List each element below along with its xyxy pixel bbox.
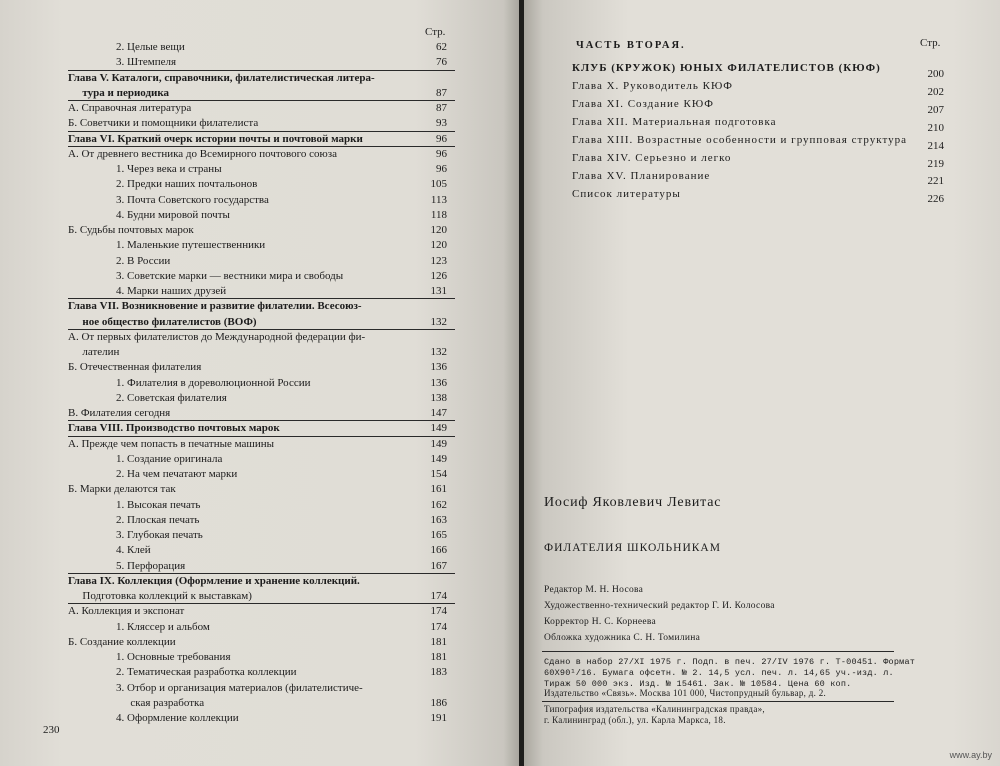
section-divider xyxy=(68,131,455,132)
toc-entry-title: 2. Предки наших почтальонов xyxy=(116,178,258,191)
toc-entry-page: 147 xyxy=(430,407,447,419)
credit-tech-editor: Художественно-технический редактор Г. И. Колосова xyxy=(544,601,775,611)
toc-entry-page: 136 xyxy=(430,361,447,374)
toc-entry-title: 3. Советские марки — вестники мира и свободы xyxy=(116,269,344,282)
toc-entry-title: 2. В России xyxy=(116,254,171,267)
printer-line: г. Калининград (обл.), ул. Карла Маркса, 18. xyxy=(544,715,726,725)
section-divider xyxy=(68,70,455,71)
section-divider xyxy=(68,420,455,421)
toc-entry-page: 96 xyxy=(436,163,447,175)
toc-entry-title: 3. Штемпеля xyxy=(116,56,177,69)
section-divider xyxy=(68,146,455,147)
toc-entry-page: 186 xyxy=(430,696,447,709)
author-name: Иосиф Яковлевич Левитас xyxy=(544,495,722,510)
toc-entry-page: 166 xyxy=(430,544,447,557)
credit-editor: Редактор М. Н. Носова xyxy=(544,585,644,595)
toc-entry-title: 4. Марки наших друзей xyxy=(116,285,227,297)
print-detail-line: 60X90¹/16. Бумага офсетн. № 2. 14,5 усл. печ. л. 14,65 уч.-изд. л. xyxy=(544,668,894,678)
toc-entry-page: 113 xyxy=(430,193,447,206)
toc-entry-title: А. От древнего вестника до Всемирного почтового союза xyxy=(68,147,337,160)
toc-entry-page: 191 xyxy=(430,712,447,724)
toc-entry-title: 1. Высокая печать xyxy=(116,498,201,511)
toc-entry-page: 167 xyxy=(430,559,447,572)
toc-entry-page: 126 xyxy=(430,269,447,282)
toc-entry-page: 214 xyxy=(927,140,944,152)
section-divider xyxy=(68,603,455,604)
toc-entry-page: 120 xyxy=(430,224,447,236)
right-page xyxy=(524,0,1000,766)
toc-entry-title: Глава VII. Возникновение и развитие филателии. Всесоюз- xyxy=(68,300,362,313)
toc-entry-page: 96 xyxy=(436,132,447,145)
book-title: ФИЛАТЕЛИЯ ШКОЛЬНИКАМ xyxy=(544,542,721,554)
toc-entry-page: 149 xyxy=(430,437,447,450)
toc-entry-page: 123 xyxy=(430,254,447,267)
print-detail-line: Тираж 50 000 экз. Изд. № 15461. Зак. № 10584. Цена 60 коп. xyxy=(544,679,852,689)
toc-entry-title: тура и периодика xyxy=(82,86,170,99)
toc-entry-page: 207 xyxy=(927,104,944,116)
printer-line: Типография издательства «Калининградская правда», xyxy=(544,704,765,714)
credit-cover-artist: Обложка художника С. Н. Томилина xyxy=(544,633,701,643)
toc-entry-title: Б. Марки делаются так xyxy=(68,483,176,496)
print-detail-line: Сдано в набор 27/XI 1975 г. Подп. в печ. 27/IV 1976 г. Т-00451. Формат xyxy=(544,657,916,667)
toc-entry-title: 5. Перфорация xyxy=(116,559,186,572)
toc-entry-page: 174 xyxy=(430,620,447,633)
toc-entry-title: 3. Почта Советского государства xyxy=(116,193,269,206)
toc-entry-title: Глава VI. Краткий очерк истории почты и почтовой марки xyxy=(68,132,363,145)
toc-entry-title: Б. Создание коллекции xyxy=(68,635,176,648)
toc-entry-title: 2. Плоская печать xyxy=(116,513,200,526)
toc-entry-title: 4. Будни мировой почты xyxy=(116,208,230,221)
toc-entry-title: 1. Создание оригинала xyxy=(116,452,223,465)
toc-entry-title: Подготовка коллекций к выставкам) xyxy=(82,590,252,602)
toc-entry-page: 219 xyxy=(927,158,944,170)
toc-entry-page: 132 xyxy=(430,315,447,328)
page-column-header: Стр. xyxy=(920,37,941,49)
toc-entry-title: 1. Маленькие путешественники xyxy=(116,239,266,252)
toc-entry-title: Глава XIII. Возрастные особенности и групповая структура xyxy=(572,134,907,146)
toc-entry-title: 3. Глубокая печать xyxy=(116,529,203,541)
toc-entry-title: Б. Судьбы почтовых марок xyxy=(68,224,194,236)
toc-entry-page: 174 xyxy=(430,605,447,618)
toc-entry-page: 202 xyxy=(927,86,944,98)
toc-entry-title: 2. Целые вещи xyxy=(116,41,185,53)
toc-entry-title: А. Справочная литература xyxy=(68,102,192,114)
page-number: 230 xyxy=(43,724,60,736)
toc-entry-page: 200 xyxy=(927,68,944,80)
toc-entry-page: 226 xyxy=(927,193,944,205)
toc-entry-page: 93 xyxy=(436,117,447,130)
toc-entry-title: 2. Тематическая разработка коллекции xyxy=(116,666,297,679)
toc-entry-title: А. От первых филателистов до Международной федерации фи- xyxy=(68,330,366,343)
toc-entry-title: Б. Советчики и помощники филателиста xyxy=(68,117,259,130)
toc-entry-title: Глава XI. Создание КЮФ xyxy=(572,98,714,110)
toc-entry-title: Глава VIII. Производство почтовых марок xyxy=(68,422,280,435)
toc-entry-title: А. Прежде чем попасть в печатные машины xyxy=(68,437,275,450)
toc-entry-title: 3. Отбор и организация материалов (филателистиче- xyxy=(116,681,363,694)
toc-entry-page: 162 xyxy=(430,498,447,511)
toc-entry-page: 183 xyxy=(430,666,447,679)
toc-entry-page: 149 xyxy=(430,422,447,435)
toc-entry-page: 118 xyxy=(430,208,447,221)
toc-entry-title: лателин xyxy=(82,346,120,358)
toc-entry-page: 154 xyxy=(430,468,447,480)
toc-entry-title: Глава XIV. Серьезно и легко xyxy=(572,152,732,164)
toc-entry-title: Список литературы xyxy=(572,188,681,200)
toc-entry-page: 105 xyxy=(430,178,447,191)
toc-entry-title: 2. На чем печатают марки xyxy=(116,468,238,480)
toc-entry-title: Глава V. Каталоги, справочники, филателистическая литера- xyxy=(68,71,375,84)
toc-entry-page: 163 xyxy=(430,513,447,526)
toc-entry-title: 2. Советская филателия xyxy=(116,391,227,404)
toc-entry-title: Б. Отечественная филателия xyxy=(68,361,202,374)
toc-entry-title: Глава IX. Коллекция (Оформление и хранение коллекций. xyxy=(68,574,360,587)
toc-entry-title: 1. Через века и страны xyxy=(116,163,222,175)
imprint-divider xyxy=(542,701,894,702)
part-title: ЧАСТЬ ВТОРАЯ. xyxy=(576,40,686,51)
toc-entry-page: 136 xyxy=(430,376,447,389)
toc-entry-page: 210 xyxy=(927,122,944,134)
toc-entry-page: 165 xyxy=(430,529,447,541)
section-divider xyxy=(68,100,455,101)
toc-entry-page: 132 xyxy=(430,346,447,358)
toc-entry-title: Глава X. Руководитель КЮФ xyxy=(572,80,733,92)
toc-entry-title: 1. Кляссер и альбом xyxy=(116,620,210,633)
toc-entry-title: ное общество филателистов (ВОФ) xyxy=(82,315,257,328)
toc-entry-title: 1. Филателия в дореволюционной России xyxy=(116,376,311,389)
toc-entry-title: Глава XII. Материальная подготовка xyxy=(572,116,777,128)
section-divider xyxy=(68,436,455,437)
toc-entry-title: 4. Оформление коллекции xyxy=(116,712,239,724)
toc-entry-page: 120 xyxy=(430,239,447,252)
imprint-divider xyxy=(542,651,894,652)
toc-entry-page: 96 xyxy=(436,147,447,160)
section-divider xyxy=(68,298,455,299)
toc-entry-page: 87 xyxy=(436,86,447,99)
toc-entry-title: 4. Клей xyxy=(116,544,151,557)
section-divider xyxy=(68,573,455,574)
toc-entry-title: 1. Основные требования xyxy=(116,651,231,663)
toc-entry-title: КЛУБ (КРУЖОК) ЮНЫХ ФИЛАТЕЛИСТОВ (КЮФ) xyxy=(572,62,881,74)
section-divider xyxy=(68,329,455,330)
watermark: www.ay.by xyxy=(949,750,992,760)
toc-entry-page: 174 xyxy=(430,590,447,602)
toc-entry-title: ская разработка xyxy=(130,696,205,709)
toc-entry-title: А. Коллекция и экспонат xyxy=(68,605,185,618)
toc-entry-page: 221 xyxy=(927,175,944,187)
toc-entry-page: 62 xyxy=(436,41,447,53)
toc-entry-page: 76 xyxy=(436,56,447,69)
toc-entry-page: 87 xyxy=(436,102,447,114)
credit-proofreader: Корректор Н. С. Корнеева xyxy=(544,617,657,627)
toc-entry-page: 161 xyxy=(430,483,447,496)
toc-entry-page: 181 xyxy=(430,651,447,663)
toc-entry-page: 149 xyxy=(430,452,447,465)
page-column-header: Стр. xyxy=(425,26,446,38)
publisher-line: Издательство «Связь». Москва 101 000, Чистопрудный бульвар, д. 2. xyxy=(544,688,827,698)
toc-entry-page: 131 xyxy=(430,285,447,297)
toc-entry-title: Глава XV. Планирование xyxy=(572,170,711,182)
toc-entry-page: 138 xyxy=(430,391,447,404)
toc-entry-title: В. Филателия сегодня xyxy=(68,407,171,419)
toc-entry-page: 181 xyxy=(430,635,447,648)
